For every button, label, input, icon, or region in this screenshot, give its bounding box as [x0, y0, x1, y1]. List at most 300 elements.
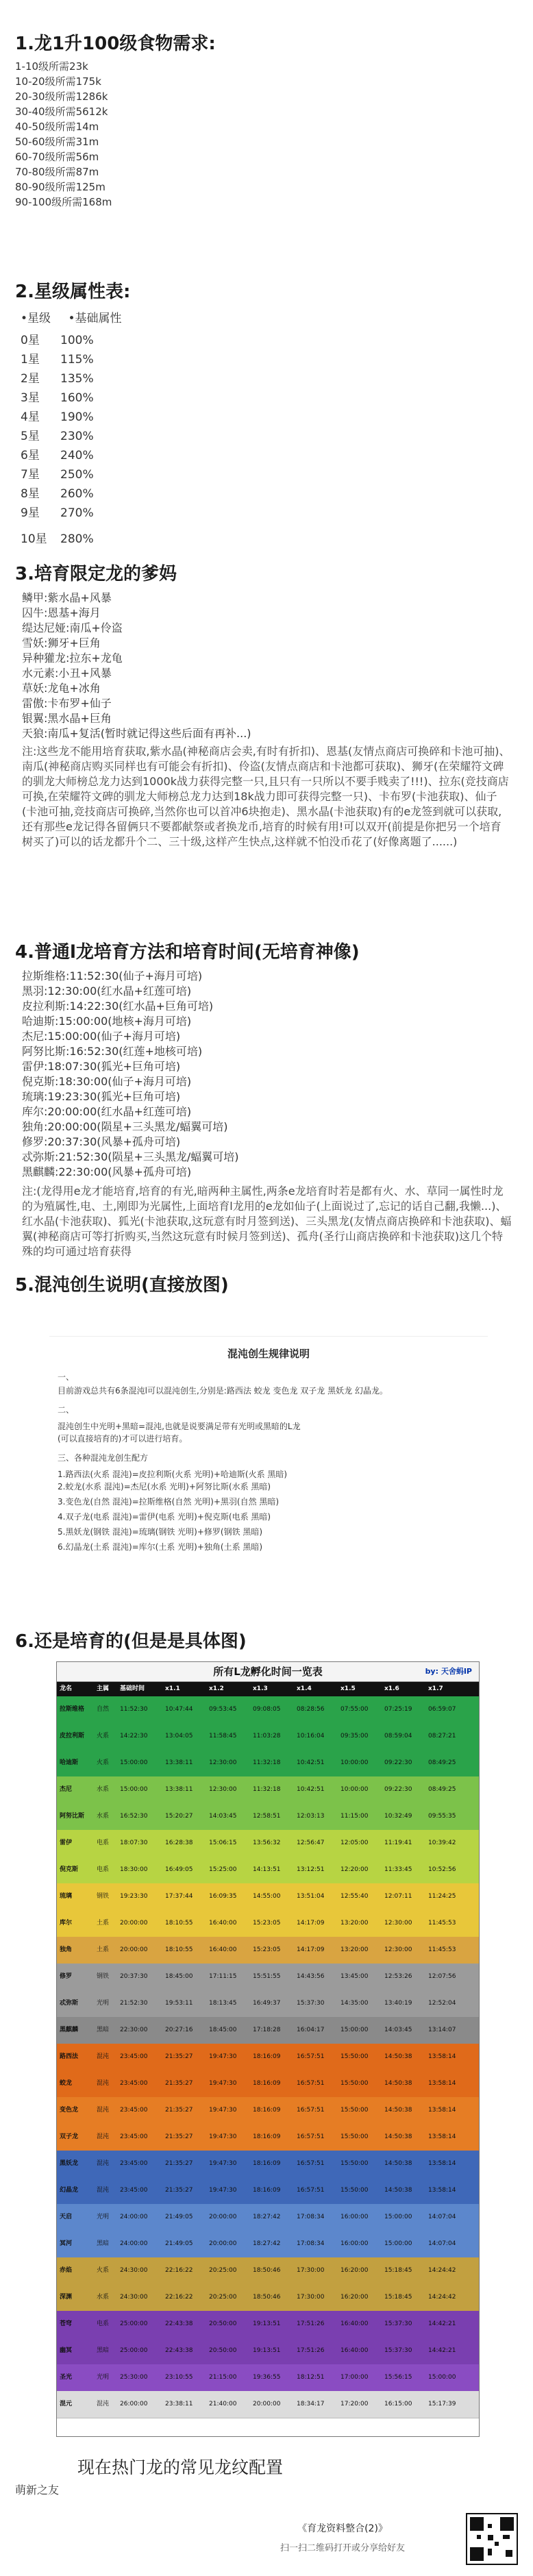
cell-derived-time: 12:30:00	[384, 1946, 412, 1953]
cell-attr: 混沌	[97, 2401, 110, 2407]
cell-derived-time: 16:57:51	[297, 2107, 325, 2114]
cell-name: 黑麒麟	[60, 2027, 79, 2033]
qr-module	[488, 2535, 493, 2540]
cell-derived-time: 21:35:27	[165, 2133, 193, 2140]
cell-derived-time: 18:27:42	[253, 2214, 281, 2220]
cell-attr: 光明	[97, 2000, 110, 2007]
parent-row: 缇达尼娅:南瓜+伶盗	[22, 621, 123, 634]
star-value: 160%	[60, 391, 94, 405]
cell-derived-time: 21:49:05	[165, 2214, 193, 2220]
table-header-cell: x1.1	[165, 1685, 180, 1692]
cell-attr: 黑暗	[97, 2347, 110, 2354]
breeding-row: 皮拉利斯:14:22:30(红水晶+巨角可培)	[22, 1000, 214, 1013]
cell-derived-time: 19:36:55	[253, 2374, 281, 2381]
cell-derived-time: 16:40:00	[209, 1920, 237, 1927]
cell-name: 幽冥	[60, 2347, 73, 2354]
breeding-row: 黑麒麟:22:30:00(风暴+孤舟可培)	[22, 1165, 192, 1178]
cell-derived-time: 11:33:45	[384, 1866, 412, 1873]
cell-derived-time: 09:22:30	[384, 1759, 412, 1766]
cell-derived-time: 13:58:14	[428, 2107, 456, 2114]
section-title: 4.普通l龙培育方法和培育时间(无培育神像)	[15, 942, 360, 963]
cell-name: 独角	[60, 1946, 73, 1953]
cell-derived-time: 16:15:00	[384, 2401, 412, 2407]
table-row	[57, 2338, 479, 2365]
breeding-row: 琉璃:19:23:30(狐光+巨角可培)	[22, 1090, 181, 1103]
cell-derived-time: 15:23:05	[253, 1920, 281, 1927]
cell-derived-time: 08:59:04	[384, 1733, 412, 1739]
cell-derived-time: 12:03:13	[297, 1813, 325, 1820]
table-header-cell: x1.5	[340, 1685, 356, 1692]
table-row	[57, 2070, 479, 2098]
cell-derived-time: 15:00:00	[384, 2240, 412, 2247]
cell-derived-time: 10:00:00	[340, 1786, 369, 1793]
cell-attr: 电系	[97, 1840, 110, 1846]
cell-name: 幻晶龙	[60, 2187, 79, 2194]
breeding-row: 阿努比斯:16:52:30(红莲+地核可培)	[22, 1045, 203, 1058]
cell-derived-time: 07:25:19	[384, 1706, 412, 1713]
cell-derived-time: 16:20:00	[340, 2267, 369, 2274]
table-author: by: 天舍蚂IP	[425, 1667, 472, 1676]
cell-time: 20:00:00	[120, 1920, 148, 1927]
cell-derived-time: 21:35:27	[165, 2107, 193, 2114]
cell-attr: 光明	[97, 2214, 110, 2220]
cell-derived-time: 12:52:04	[428, 2000, 456, 2007]
cell-derived-time: 14:50:38	[384, 2053, 412, 2060]
cell-time: 26:00:00	[120, 2401, 148, 2407]
cell-derived-time: 16:20:00	[340, 2294, 369, 2301]
cell-derived-time: 14:50:38	[384, 2107, 412, 2114]
cell-derived-time: 14:24:42	[428, 2294, 456, 2301]
section-title: 5.混沌创生说明(直接放图)	[15, 1275, 229, 1296]
star-level: 8星	[21, 487, 40, 501]
table-row	[57, 1857, 479, 1884]
cell-name: 琉璃	[60, 1893, 73, 1900]
cell-derived-time: 14:50:38	[384, 2133, 412, 2140]
cell-derived-time: 18:27:42	[253, 2240, 281, 2247]
table-row	[57, 1883, 479, 1911]
cell-derived-time: 15:17:39	[428, 2401, 456, 2407]
cell-name: 库尔	[60, 1920, 73, 1927]
cell-derived-time: 14:07:04	[428, 2240, 456, 2247]
section-title: 2.星级属性表:	[15, 282, 131, 302]
cell-derived-time: 14:50:38	[384, 2160, 412, 2167]
share-title: 《育龙资料整合(2)》	[297, 2523, 388, 2534]
cell-derived-time: 14:42:21	[428, 2347, 456, 2354]
star-value: 270%	[60, 506, 94, 520]
doc-line: 三、各种混沌龙创生配方	[58, 1453, 149, 1463]
cell-derived-time: 20:50:00	[209, 2320, 237, 2327]
cell-attr: 火系	[97, 1733, 110, 1739]
star-level: 5星	[21, 430, 40, 443]
cell-name: 修罗	[60, 1973, 73, 1980]
parent-row: 雪妖:狮牙+巨角	[22, 636, 101, 649]
cell-name: 杰尼	[60, 1786, 73, 1793]
cell-derived-time: 14:42:21	[428, 2320, 456, 2327]
doc-line: (可以直接培育的)才可以进行培育。	[58, 1434, 188, 1444]
cell-time: 24:00:00	[120, 2214, 148, 2220]
cell-derived-time: 16:49:05	[165, 1866, 193, 1873]
cell-derived-time: 19:47:30	[209, 2053, 237, 2060]
star-level: 9星	[21, 506, 40, 520]
cell-time: 22:30:00	[120, 2027, 148, 2033]
food-row: 1-10级所需23k	[15, 60, 88, 73]
doc-line: 6.幻晶龙(土系 混沌)=库尔(土系 光明)+独角(土系 黑暗)	[58, 1542, 263, 1552]
cell-derived-time: 18:10:55	[165, 1946, 193, 1953]
star-row	[21, 426, 94, 443]
breeding-row: 库尔:20:00:00(红水晶+红莲可培)	[22, 1105, 192, 1118]
breeding-row: 杰尼:15:00:00(仙子+海月可培)	[22, 1030, 181, 1043]
cell-derived-time: 21:40:00	[209, 2401, 237, 2407]
cell-derived-time: 13:58:14	[428, 2133, 456, 2140]
cell-derived-time: 12:07:11	[384, 1893, 412, 1900]
cell-name: 冥河	[60, 2240, 73, 2247]
cell-derived-time: 17:08:34	[297, 2240, 325, 2247]
table-row	[57, 2204, 479, 2231]
table-row	[57, 1990, 479, 2018]
star-value: 260%	[60, 487, 94, 501]
cell-derived-time: 22:16:22	[165, 2267, 193, 2274]
cell-time: 23:45:00	[120, 2133, 148, 2140]
cell-attr: 自然	[97, 1706, 110, 1713]
star-header-level: • 星级	[21, 308, 51, 325]
cell-attr: 土系	[97, 1946, 110, 1953]
qr-module	[470, 2547, 484, 2561]
cell-derived-time: 06:59:07	[428, 1706, 456, 1713]
cell-derived-time: 20:25:00	[209, 2267, 237, 2274]
cell-name: 深渊	[60, 2294, 73, 2301]
food-row: 80-90级所需125m	[15, 181, 106, 193]
cell-derived-time: 20:27:16	[165, 2027, 193, 2033]
cell-attr: 土系	[97, 1920, 110, 1927]
doc-line: 目前游戏总共有6条混沌l可以混沌创生,分别是:路西法 蛟龙 变色龙 双子龙 黑妖龙 幻晶龙。	[58, 1386, 388, 1396]
cell-derived-time: 11:32:18	[253, 1786, 281, 1793]
cell-derived-time: 23:38:11	[165, 2401, 193, 2407]
cell-derived-time: 15:50:00	[340, 2133, 369, 2140]
cell-derived-time: 18:16:09	[253, 2080, 281, 2087]
cell-attr: 钢铁	[97, 1973, 110, 1980]
cell-derived-time: 17:37:44	[165, 1893, 193, 1900]
doc-line: 一、	[58, 1372, 75, 1382]
doc-line: 4.双子龙(电系 混沌)=雷伊(电系 光明)+倪克斯(电系 黑暗)	[58, 1512, 271, 1522]
cell-derived-time: 19:47:30	[209, 2107, 237, 2114]
cell-name: 蛟龙	[60, 2080, 73, 2087]
star-row	[21, 407, 94, 424]
cell-time: 11:52:30	[120, 1706, 148, 1713]
hatch-time-table	[56, 1661, 480, 2437]
cell-derived-time: 17:51:26	[297, 2347, 325, 2354]
cell-name: 苍穹	[60, 2320, 73, 2327]
star-row	[21, 349, 94, 367]
cell-derived-time: 14:17:09	[297, 1920, 325, 1927]
cell-derived-time: 13:12:51	[297, 1866, 325, 1873]
breeding-row: 忒弥斯:21:52:30(陨星+三头黑龙/蝠翼可培)	[22, 1150, 239, 1163]
cell-derived-time: 11:32:18	[253, 1759, 281, 1766]
cell-derived-time: 13:04:05	[165, 1733, 193, 1739]
cell-derived-time: 10:39:42	[428, 1840, 456, 1846]
cell-derived-time: 15:56:15	[384, 2374, 412, 2381]
section-title: 1.龙1升100级食物需求:	[15, 34, 216, 54]
breeding-row: 拉斯维格:11:52:30(仙子+海月可培)	[22, 969, 203, 982]
cell-derived-time: 19:47:30	[209, 2080, 237, 2087]
cell-derived-time: 16:00:00	[340, 2240, 369, 2247]
cell-derived-time: 17:30:00	[297, 2294, 325, 2301]
cell-derived-time: 15:00:00	[384, 2214, 412, 2220]
cell-derived-time: 10:00:00	[340, 1759, 369, 1766]
qr-module	[488, 2549, 492, 2555]
cell-derived-time: 17:00:00	[340, 2374, 369, 2381]
cell-derived-time: 19:47:30	[209, 2187, 237, 2194]
star-row	[21, 465, 94, 482]
cell-time: 24:30:00	[120, 2267, 148, 2274]
food-row: 70-80级所需87m	[15, 166, 99, 178]
cell-derived-time: 12:30:00	[384, 1920, 412, 1927]
chaos-doc-image	[49, 1336, 488, 1624]
star-value: 135%	[60, 372, 94, 386]
star-header-attr: • 基础属性	[68, 308, 121, 325]
cell-name: 倪克斯	[60, 1866, 79, 1873]
cell-derived-time: 15:37:30	[384, 2320, 412, 2327]
cell-derived-time: 14:43:56	[297, 1973, 325, 1980]
table-row	[57, 2151, 479, 2178]
food-row: 10-20级所需175k	[15, 75, 101, 88]
table-row	[57, 2391, 479, 2418]
cell-derived-time: 18:45:00	[165, 1973, 193, 1980]
cell-derived-time: 22:43:38	[165, 2347, 193, 2354]
cell-derived-time: 17:08:34	[297, 2214, 325, 2220]
table-row	[57, 1964, 479, 1991]
parent-row: 异种獾龙:拉东+龙龟	[22, 652, 123, 665]
cell-time: 19:23:30	[120, 1893, 148, 1900]
cell-derived-time: 13:58:14	[428, 2080, 456, 2087]
cell-derived-time: 10:42:51	[297, 1759, 325, 1766]
cell-derived-time: 11:24:25	[428, 1893, 456, 1900]
breeding-list	[22, 969, 239, 1180]
breeding-row: 雷伊:18:07:30(狐光+巨角可培)	[22, 1060, 181, 1073]
cell-derived-time: 15:50:00	[340, 2160, 369, 2167]
table-row	[57, 2284, 479, 2312]
cell-name: 变色龙	[60, 2107, 79, 2114]
table-row	[57, 2124, 479, 2151]
star-value: 100%	[60, 334, 94, 347]
cell-derived-time: 20:50:00	[209, 2347, 237, 2354]
star-level: 0星	[21, 334, 40, 347]
cell-derived-time: 14:13:51	[253, 1866, 281, 1873]
cell-derived-time: 18:16:09	[253, 2053, 281, 2060]
table-row	[57, 1830, 479, 1857]
cell-attr: 电系	[97, 1866, 110, 1873]
cell-derived-time: 10:16:04	[297, 1733, 325, 1739]
cell-derived-time: 11:45:53	[428, 1946, 456, 1953]
cell-name: 阿努比斯	[60, 1813, 85, 1820]
cell-time: 23:45:00	[120, 2053, 148, 2060]
star-level: 2星	[21, 372, 40, 386]
cell-derived-time: 18:50:46	[253, 2267, 281, 2274]
cell-derived-time: 13:45:00	[340, 1973, 369, 1980]
parent-row: 天狼:南瓜+复活(暂时就记得这些后面有再补...)	[22, 727, 251, 740]
cell-derived-time: 19:47:30	[209, 2133, 237, 2140]
cell-derived-time: 16:57:51	[297, 2133, 325, 2140]
food-row: 40-50级所需14m	[15, 121, 99, 133]
cell-time: 24:30:00	[120, 2294, 148, 2301]
cell-derived-time: 11:45:53	[428, 1920, 456, 1927]
cell-derived-time: 18:45:00	[209, 2027, 237, 2033]
cell-derived-time: 16:40:00	[340, 2320, 369, 2327]
cell-derived-time: 09:35:00	[340, 1733, 369, 1739]
cell-attr: 钢铁	[97, 1893, 110, 1900]
cell-time: 20:37:30	[120, 1973, 148, 1980]
cell-name: 天启	[60, 2214, 73, 2220]
table-header-cell: x1.2	[209, 1685, 224, 1692]
table-row	[57, 2364, 479, 2392]
cell-derived-time: 12:56:47	[297, 1840, 325, 1846]
cell-time: 25:00:00	[120, 2320, 148, 2327]
cell-derived-time: 10:47:44	[165, 1706, 193, 1713]
table-title: 所有L龙孵化时间一览表	[57, 1662, 479, 1682]
table-row	[57, 1937, 479, 1964]
star-value: 240%	[60, 449, 94, 462]
star-value: 230%	[60, 430, 94, 443]
cell-derived-time: 11:15:00	[340, 1813, 369, 1820]
cell-derived-time: 12:53:26	[384, 1973, 412, 1980]
cell-derived-time: 11:03:28	[253, 1733, 281, 1739]
cell-derived-time: 11:58:45	[209, 1733, 237, 1739]
cell-derived-time: 12:55:40	[340, 1893, 369, 1900]
doc-line: 3.变色龙(自然 混沌)=拉斯维格(自然 光明)+黑羽(自然 黑暗)	[58, 1497, 280, 1507]
cell-derived-time: 15:50:00	[340, 2107, 369, 2114]
footer-title: 现在热门龙的常见龙纹配置	[77, 2457, 284, 2477]
cell-derived-time: 15:51:55	[253, 1973, 281, 1980]
cell-derived-time: 16:57:51	[297, 2053, 325, 2060]
star-level: 3星	[21, 391, 40, 405]
cell-derived-time: 18:16:09	[253, 2133, 281, 2140]
cell-derived-time: 22:43:38	[165, 2320, 193, 2327]
cell-derived-time: 18:34:17	[297, 2401, 325, 2407]
table-header-cell: 龙名	[60, 1685, 73, 1692]
section-title: 6.还是培育的(但是是具体图)	[15, 1631, 247, 1652]
cell-name: 皮拉利斯	[60, 1733, 85, 1739]
breeding-note: 注:(龙得用e龙才能培育,培育的有光,暗两种主属性,两条e龙培育时若是都有火、水、草同一属性时龙的为殖属性,电、土,刚即为光属性,上面培育l龙用的e龙如仙子(上面说过了,忘记的话自己翻,我懒...)、红水晶(卡池获取)、狐光(卡池获取,这玩意有时月签到送)、三头黑龙(友情点商店换碎和卡池获取)、蝠翼(神秘商店可等打折购买,当然这玩意有时候月签到送)、孤舟(圣行山商店换碎和卡池获取)这几个特殊的均可通过培育获得	[22, 1185, 512, 1258]
cell-derived-time: 15:23:05	[253, 1946, 281, 1953]
cell-derived-time: 08:28:56	[297, 1706, 325, 1713]
table-row	[57, 2311, 479, 2338]
cell-derived-time: 13:14:07	[428, 2027, 456, 2033]
doc-title: 混沌创生规律说明	[227, 1348, 310, 1360]
cell-derived-time: 14:03:45	[209, 1813, 237, 1820]
cell-name: 路西法	[60, 2053, 79, 2060]
cell-derived-time: 17:20:00	[340, 2401, 369, 2407]
cell-derived-time: 22:16:22	[165, 2294, 193, 2301]
cell-name: 圣光	[60, 2374, 73, 2381]
cell-time: 23:45:00	[120, 2160, 148, 2167]
qr-module	[488, 2524, 492, 2528]
cell-attr: 混沌	[97, 2107, 110, 2114]
cell-derived-time: 12:07:56	[428, 1973, 456, 1980]
cell-attr: 黑暗	[97, 2027, 110, 2033]
qr-module	[503, 2535, 510, 2539]
cell-name: 雷伊	[60, 1840, 73, 1846]
cell-derived-time: 20:00:00	[209, 2214, 237, 2220]
cell-derived-time: 15:06:15	[209, 1840, 237, 1846]
cell-derived-time: 21:49:05	[165, 2240, 193, 2247]
cell-time: 24:00:00	[120, 2240, 148, 2247]
qr-module	[495, 2542, 499, 2546]
cell-name: 赤焰	[60, 2267, 73, 2274]
star-level: 10星	[21, 532, 47, 546]
table-header-cell: x1.4	[297, 1685, 312, 1692]
cell-derived-time: 19:47:30	[209, 2160, 237, 2167]
cell-derived-time: 16:57:51	[297, 2080, 325, 2087]
cell-attr: 火系	[97, 1759, 110, 1766]
cell-derived-time: 20:00:00	[209, 2240, 237, 2247]
cell-derived-time: 12:58:51	[253, 1813, 281, 1820]
food-row: 30-40级所需5612k	[15, 106, 108, 118]
cell-derived-time: 18:13:45	[209, 2000, 237, 2007]
cell-attr: 电系	[97, 2320, 110, 2327]
table-row	[57, 2257, 479, 2285]
parent-row: 鳞甲:紫水晶+风暴	[22, 591, 112, 604]
cell-derived-time: 13:38:11	[165, 1759, 193, 1766]
footer-author: 萌新之友	[15, 2484, 60, 2497]
cell-derived-time: 16:57:51	[297, 2187, 325, 2194]
cell-derived-time: 21:15:00	[209, 2374, 237, 2381]
food-row: 60-70级所需56m	[15, 151, 99, 163]
star-row	[21, 330, 94, 347]
cell-derived-time: 08:49:25	[428, 1786, 456, 1793]
table-header-cell: x1.3	[253, 1685, 268, 1692]
cell-derived-time: 18:16:09	[253, 2187, 281, 2194]
cell-derived-time: 15:50:00	[340, 2053, 369, 2060]
star-row	[21, 529, 94, 546]
cell-name: 哈迪斯	[60, 1759, 79, 1766]
food-row: 50-60级所需31m	[15, 136, 99, 148]
table-row	[57, 2231, 479, 2258]
star-level: 6星	[21, 449, 40, 462]
cell-derived-time: 15:18:45	[384, 2267, 412, 2274]
cell-derived-time: 15:50:00	[340, 2080, 369, 2087]
cell-derived-time: 14:35:00	[340, 2000, 369, 2007]
cell-derived-time: 16:04:17	[297, 2027, 325, 2033]
cell-derived-time: 16:40:00	[340, 2347, 369, 2354]
cell-attr: 混沌	[97, 2133, 110, 2140]
cell-derived-time: 15:00:00	[428, 2374, 456, 2381]
qr-code-icon[interactable]	[466, 2513, 518, 2565]
cell-attr: 火系	[97, 2267, 110, 2274]
cell-derived-time: 14:07:04	[428, 2214, 456, 2220]
parents-list	[22, 591, 251, 741]
cell-derived-time: 13:58:14	[428, 2053, 456, 2060]
cell-derived-time: 13:58:14	[428, 2160, 456, 2167]
cell-derived-time: 21:35:27	[165, 2187, 193, 2194]
cell-time: 14:22:30	[120, 1733, 148, 1739]
cell-derived-time: 13:56:32	[253, 1840, 281, 1846]
cell-derived-time: 09:55:35	[428, 1813, 456, 1820]
cell-time: 23:45:00	[120, 2080, 148, 2087]
cell-derived-time: 13:20:00	[340, 1946, 369, 1953]
cell-derived-time: 18:16:09	[253, 2160, 281, 2167]
cell-derived-time: 13:40:19	[384, 2000, 412, 2007]
breeding-row: 修罗:20:37:30(风暴+孤舟可培)	[22, 1135, 181, 1148]
cell-derived-time: 11:19:41	[384, 1840, 412, 1846]
cell-derived-time: 20:00:00	[253, 2401, 281, 2407]
food-row: 20-30级所需1286k	[15, 90, 108, 103]
cell-attr: 水系	[97, 2294, 110, 2301]
cell-derived-time: 08:27:21	[428, 1733, 456, 1739]
cell-derived-time: 18:16:09	[253, 2107, 281, 2114]
qr-module	[500, 2517, 514, 2531]
cell-derived-time: 14:24:42	[428, 2267, 456, 2274]
cell-derived-time: 09:22:30	[384, 1786, 412, 1793]
share-hint: 扫一扫二维码打开或分享给好友	[280, 2543, 405, 2553]
